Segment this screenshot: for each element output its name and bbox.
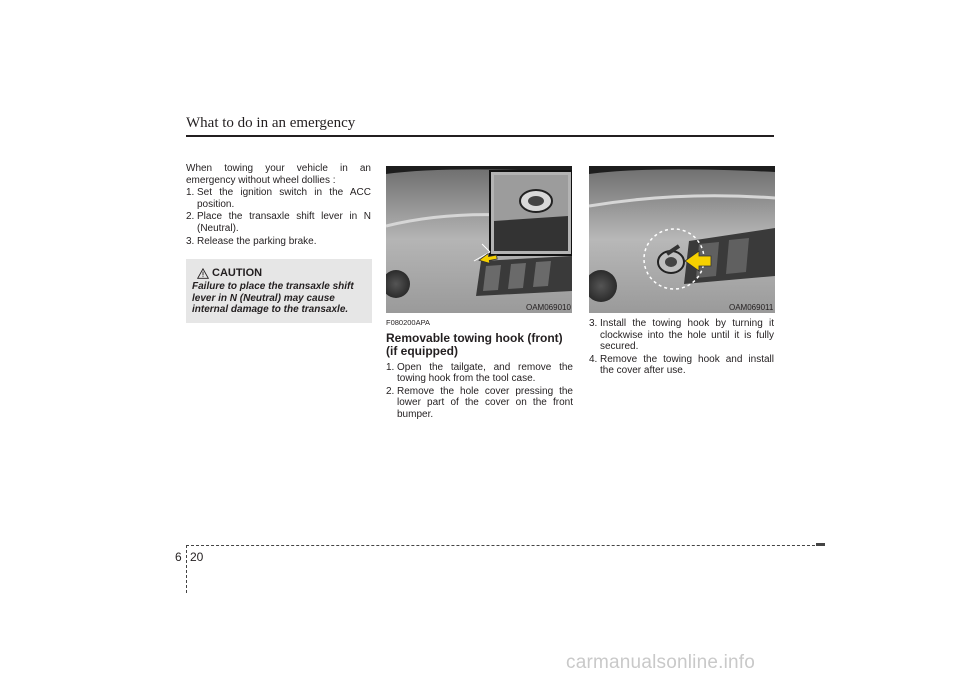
step-number: 2. bbox=[386, 385, 395, 397]
watermark: carmanualsonline.info bbox=[566, 652, 756, 673]
section-column-continued bbox=[589, 317, 774, 377]
caution-title: CAUTION bbox=[212, 267, 263, 279]
step-text: Set the ignition switch in the ACC position. bbox=[197, 187, 371, 210]
step-text: Place the transaxle shift lever in N (Neutral). bbox=[197, 211, 371, 234]
page-header-title: What to do in an emergency bbox=[186, 115, 356, 131]
caution-box bbox=[186, 259, 372, 323]
footer-divider bbox=[186, 545, 187, 593]
step-number: 2. bbox=[186, 211, 195, 223]
intro-steps bbox=[186, 187, 371, 247]
section-code: F080200APA bbox=[386, 318, 431, 327]
footer-rule bbox=[186, 545, 825, 546]
towing-hook-installed-photo bbox=[589, 166, 775, 313]
image-label: OAM069011 bbox=[729, 303, 774, 312]
chapter-number: 6 bbox=[175, 550, 182, 564]
step-text: Remove the towing hook and install the cover after use. bbox=[600, 353, 774, 377]
step-text: Open the tailgate, and remove the towing hook from the tool case. bbox=[397, 361, 573, 385]
step-number: 1. bbox=[186, 187, 195, 199]
intro-column bbox=[186, 163, 371, 247]
list-item bbox=[186, 236, 371, 248]
footer-rule-cap bbox=[816, 543, 825, 546]
towing-hook-cover-photo bbox=[386, 166, 572, 313]
step-number: 1. bbox=[386, 361, 395, 373]
step-text: Release the parking brake. bbox=[197, 235, 317, 247]
list-item bbox=[186, 187, 371, 210]
step-number: 3. bbox=[186, 235, 195, 247]
page-number: 20 bbox=[190, 550, 204, 564]
list-item bbox=[386, 362, 573, 385]
header-rule bbox=[186, 135, 774, 137]
step-number: 3. bbox=[589, 318, 598, 329]
list-item bbox=[186, 211, 371, 234]
intro-text: When towing your vehicle in an emergency without wheel dollies : bbox=[186, 163, 371, 186]
list-item bbox=[589, 318, 774, 353]
section-column bbox=[386, 317, 573, 421]
step-number: 4. bbox=[589, 353, 598, 365]
list-item bbox=[386, 386, 573, 421]
caution-text: Failure to place the transaxle shift lever in N (Neutral) may cause internal damage to the transaxle. bbox=[192, 281, 354, 316]
step-text: Remove the hole cover pressing the lower part of the cover on the front bumper. bbox=[397, 385, 573, 420]
section-steps-a bbox=[386, 362, 573, 421]
list-item bbox=[589, 354, 774, 377]
step-text: Install the towing hook by turning it clockwise into the hole until it is fully secured. bbox=[600, 318, 774, 353]
image-label: OAM069010 bbox=[526, 303, 571, 312]
section-steps-b bbox=[589, 318, 774, 377]
section-title: Removable towing hook (front) (if equipped) bbox=[386, 330, 563, 358]
